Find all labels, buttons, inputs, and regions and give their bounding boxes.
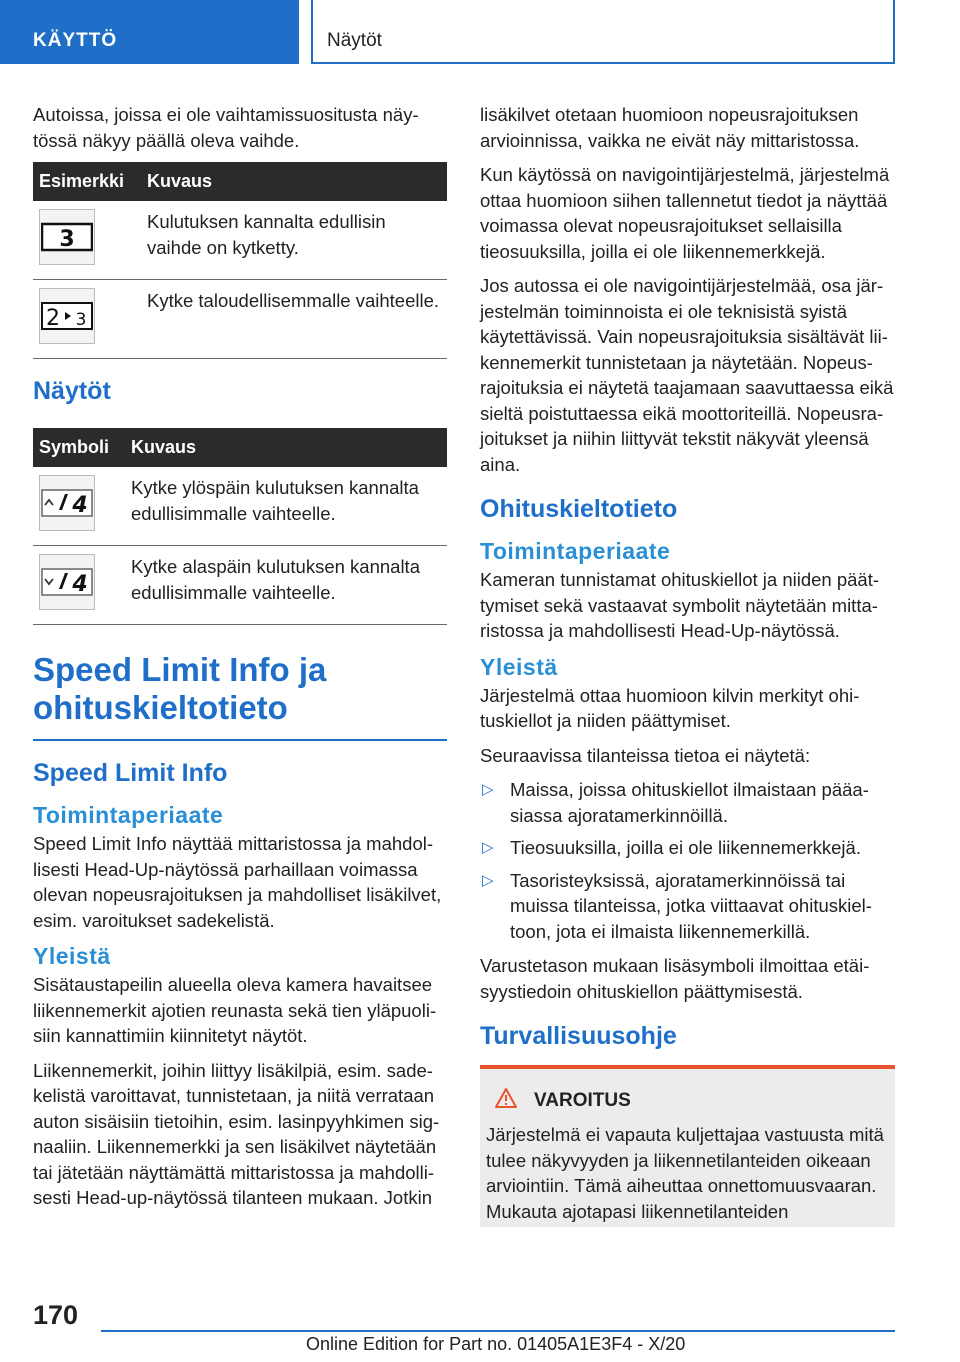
list-item-text: Tasoristeyksissä, ajoratamerkinnöissä tai muissa tilanteissa, jotka viittaavat ohituskieltoon, jota ei ilmaista liikennemerkillä. [510,869,872,942]
bullet-triangle-icon: ▷ [482,781,494,798]
page-header-title: Näytöt [311,0,895,64]
yleista-heading: Yleistä [33,943,111,969]
table-header-row [33,428,447,467]
footer-divider [101,1330,895,1332]
body-paragraph: Kun käytössä on navigointijärjestelmä, järjestelmä ottaa huomioon siihen tallennetut tiedot ja näyttää voimassa olevat nopeusrajoitukset sellaisilla tieosuuksilla, joilla ei ole liikennemerkkejä. [480,164,890,262]
ohituskieltotieto-heading: Ohituskieltotieto [480,495,678,523]
toimintaperiaate-heading: Toimintaperiaate [33,802,224,828]
page-number: 170 [33,1300,79,1330]
table-cell-icon [33,280,141,359]
speed-limit-info-heading: Speed Limit Info [33,759,228,787]
list-item-text: Tieosuuksilla, joilla ei ole liikennemerkkejä. [510,837,861,858]
table-header-cell: Esimerkki [33,162,141,201]
svg-text:4: 4 [72,493,88,518]
svg-text:4: 4 [72,572,88,597]
table-cell-icon [33,467,125,546]
shift-down-4-icon [39,554,95,610]
footer-edition: Online Edition for Part no. 01405A1E3F4 - X/20 [306,1334,686,1354]
left-column [33,102,447,1220]
warning-title: VAROITUS [534,1089,631,1111]
table-row [33,201,447,280]
table-cell-text: Kytke taloudellisemmalle vaihteelle. [141,280,447,359]
symbol-table [33,428,447,625]
gear-2-to-3-icon [39,288,95,344]
table-row [33,546,447,625]
table-row [33,467,447,546]
naytot-heading: Näytöt [33,377,111,405]
gear-example-table [33,162,447,359]
toimintaperiaate-heading: Toimintaperiaate [480,538,671,564]
chapter-title: Speed Limit Info ja ohituskieltotieto [33,651,447,741]
page-header [0,0,960,66]
bullet-list [480,777,895,944]
warning-box [480,1065,895,1227]
body-paragraph: lisäkilvet otetaan huomioon nopeusrajoituksen arvioinnissa, vaikka ne eivät näy mittaristossa. [480,104,860,151]
table-header-cell: Kuvaus [141,162,447,201]
yleista-paragraph: Järjestelmä ottaa huomioon kilvin merkityt ohituskiellot ja niiden päättymiset. [480,684,860,731]
table-cell-text: Kulutuksen kannalta edullisin vaihde on kytketty. [141,201,447,280]
svg-text:2: 2 [46,306,60,331]
table-header-cell: Symboli [33,428,125,467]
list-item [480,777,895,828]
toimintaperiaate-paragraph: Kameran tunnistamat ohituskiellot ja niiden päättymiset sekä vastaavat symbolit näytetään mittaristossa ja mahdollisesti Head-Up-näytössä. [480,569,880,641]
turvallisuusohje-heading: Turvallisuusohje [480,1022,677,1050]
yleista-paragraph: Seuraavissa tilanteissa tietoa ei näytetä: [480,744,811,766]
list-item [480,835,895,861]
table-cell-icon [33,201,141,280]
intro-paragraph: Autoissa, joissa ei ole vaihtamissuositusta näytössä näkyy päällä oleva vaihde. [33,104,419,151]
svg-text:3: 3 [59,227,75,252]
gear-3-icon [39,209,95,265]
body-paragraph: Jos autossa ei ole navigointijärjestelmää, osa järjestelmän toiminnoista ei ole teknisistä syistä käytettävissä. Vain nopeusrajoituksia sisältävät liikennemerkit tunnistetaan ja näytetään. Nopeusrajoituksia ei näytetä taajamaan saavuttaessa eikä sieltä poistuttaessa eikä moottoriteillä. Nopeusrajoitukset ja niihin liittyvät tekstit näkyvät yleensä aina. [480,275,894,475]
bullet-triangle-icon: ▷ [482,871,494,889]
table-cell-icon [33,546,125,625]
svg-text:3: 3 [75,310,87,330]
yleista-paragraph: Varustetason mukaan lisäsymboli ilmoittaa etäisyystiedoin ohituskiellon päättymisestä. [480,955,870,1002]
yleista-paragraph: Liikennemerkit, joihin liittyy lisäkilpiä, esim. sadekelistä varoittavat, tunnistetaan, ja niitä verrataan auton sisäisiin tietoihin, esim. lasinpyyhkimen signaaliin. Liikennemerkki ja sen lisäkilvet näytetään tai jätetään näyttämättä mittaristossa ja mahdollisesti Head-up-näytössä tilanteen mukaan. Jotkin [33,1059,440,1208]
warning-header [486,1087,889,1114]
table-header-cell: Kuvaus [125,428,447,467]
table-header-row [33,162,447,201]
table-cell-text: Kytke alaspäin kulutuksen kannalta edullisimmalle vaihteelle. [125,546,447,625]
bullet-triangle-icon: ▷ [482,839,494,856]
shift-up-4-icon [39,475,95,531]
warning-text: Järjestelmä ei vapauta kuljettajaa vastuusta mitä tulee näkyvyyden ja liikennetilanteiden oikeaan arviointiin. Tämä aiheuttaa onnettomuusvaaran. Mukauta ajotapasi liikennetilanteiden [486,1124,884,1222]
table-cell-text: Kytke ylöspäin kulutuksen kannalta edullisimmalle vaihteelle. [125,467,447,546]
right-column [480,102,895,1227]
yleista-paragraph: Sisätaustapeilin alueella oleva kamera havaitsee liikennemerkit ajotien reunasta sekä tien yläpuolisiin kannattimiin kiinnitetyt näytöt. [33,974,437,1046]
table-row [33,280,447,359]
list-item [480,868,895,945]
warning-triangle-icon [494,1087,518,1114]
toimintaperiaate-paragraph: Speed Limit Info näyttää mittaristossa ja mahdollisesti Head-Up-näytössä parhaillaan voimassa olevan nopeusrajoituksen ja mahdolliset lisäkilvet, esim. varoitukset sadekelistä. [33,833,442,931]
list-item-text: Maissa, joissa ohituskiellot ilmaistaan pääasiassa ajoratamerkinnöillä. [510,779,869,826]
yleista-heading: Yleistä [480,653,558,680]
section-tab[interactable]: KÄYTTÖ [0,0,299,64]
